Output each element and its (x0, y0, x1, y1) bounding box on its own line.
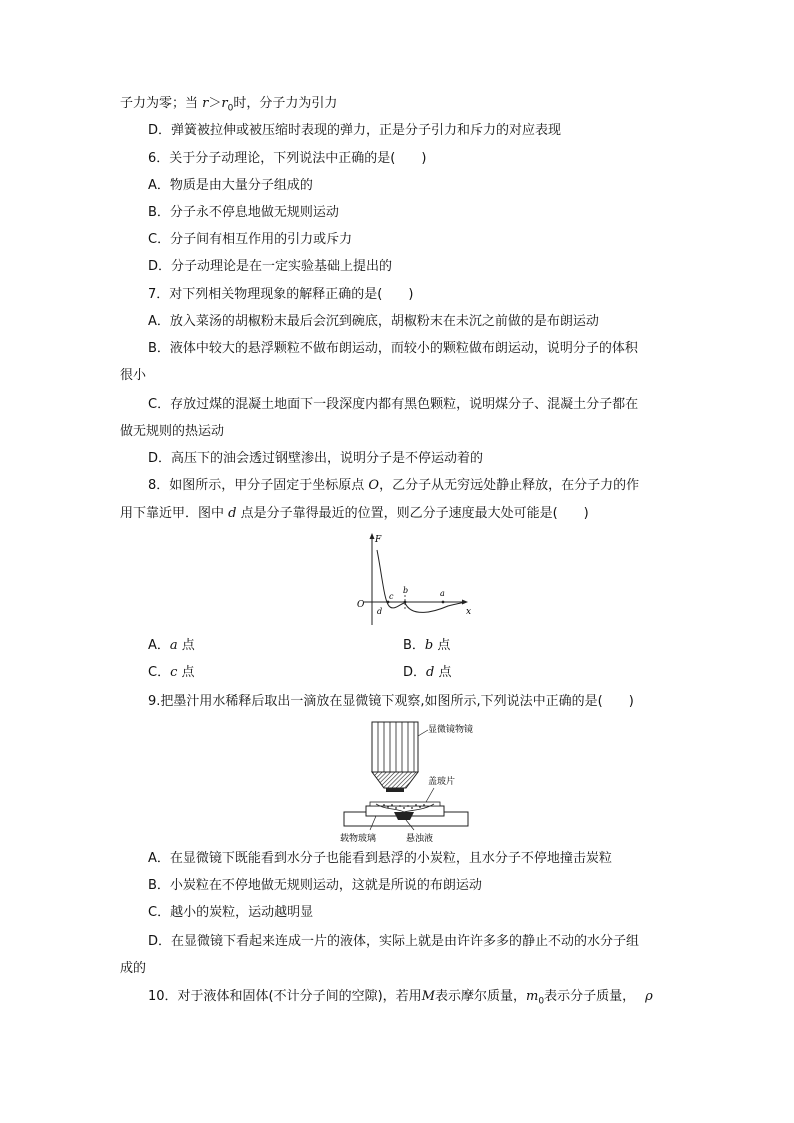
q7-option-b-line2: 很小 (120, 368, 147, 383)
label-objective: 显微镜物镜 (428, 725, 474, 735)
q8-option-a: A．a 点 (148, 638, 195, 653)
point-a (442, 601, 445, 604)
q5-option-d: D．弹簧被拉伸或被压缩时表现的弹力，正是分子引力和斥力的对应表现 (148, 123, 562, 138)
q8-option-c: C．c 点 (148, 665, 195, 680)
point-b-label: b (403, 586, 409, 595)
q9-option-d-line1: D．在显微镜下看起来连成一片的液体，实际上就是由许许多多的静止不动的水分子组 (148, 934, 640, 949)
point-c-label: c (389, 592, 394, 601)
q6-option-b: B．分子永不停息地做无规则运动 (148, 205, 339, 220)
q10-stem: 10．对于液体和固体(不计分子间的空隙)，若用M表示摩尔质量，$m_0$表示分子质量， ρ (148, 989, 653, 1007)
q6-stem: 6．关于分子动理论，下列说法中正确的是( ) (148, 151, 427, 166)
objective-lens (386, 788, 404, 792)
q7-option-a: A．放入菜汤的胡椒粉末最后会沉到碗底，胡椒粉末在未沉之前做的是布朗运动 (148, 314, 599, 329)
label-slide: 载物玻璃 (340, 834, 377, 844)
q6-option-a: A．物质是由大量分子组成的 (148, 178, 313, 193)
point-a-label: a (440, 589, 445, 598)
q7-option-b-line1: B．液体中较大的悬浮颗粒不做布朗运动，而较小的颗粒做布朗运动，说明分子的体积 (148, 341, 638, 356)
f-axis-arrow (370, 533, 375, 539)
objective-tip (372, 772, 418, 788)
force-curve (377, 550, 464, 612)
q6-option-d: D．分子动理论是在一定实验基础上提出的 (148, 259, 393, 274)
label-liquid: 悬浊液 (406, 834, 434, 844)
f-axis-label: F (375, 535, 382, 545)
q9-option-c: C．越小的炭粒，运动越明显 (148, 905, 314, 920)
point-b (404, 601, 407, 604)
q5-continuation-line: 子力为零；当 $r>r_0$时，分子力为引力 (120, 96, 338, 114)
q9-option-b: B．小炭粒在不停地做无规则运动，这就是所说的布朗运动 (148, 878, 482, 893)
origin-label: O (357, 600, 365, 610)
molecular-force-graph (352, 530, 472, 630)
q8-option-b: B．b 点 (403, 638, 451, 653)
x-axis-arrow (462, 600, 468, 605)
q7-option-c-line1: C．存放过煤的混凝土地面下一段深度内都有黑色颗粒，说明煤分子、混凝土分子都在 (148, 397, 639, 412)
q9-stem: 9.把墨汁用水稀释后取出一滴放在显微镜下观察,如图所示,下列说法中正确的是( ) (148, 694, 634, 709)
q9-option-a: A．在显微镜下既能看到水分子也能看到悬浮的小炭粒，且水分子不停地撞击炭粒 (148, 851, 612, 866)
x-axis-label: x (466, 607, 472, 617)
q6-option-c: C．分子间有相互作用的引力或斥力 (148, 232, 353, 247)
q8-option-d: D．d 点 (403, 665, 452, 680)
q7-stem: 7．对下列相关物理现象的解释正确的是( ) (148, 287, 414, 302)
q7-option-d: D．高压下的油会透过钢壁渗出，说明分子是不停运动着的 (148, 451, 484, 466)
microscope-diagram (336, 716, 476, 844)
cover-slip (370, 802, 440, 806)
point-c (387, 601, 390, 604)
objective-barrel (372, 722, 418, 772)
q8-stem-line2: 用下靠近甲．图中 d 点是分子靠得最近的位置，则乙分子速度最大处可能是( ) (120, 506, 589, 521)
point-d-label: d (377, 607, 383, 616)
q7-option-c-line2: 做无规则的热运动 (120, 424, 225, 439)
q8-stem-line1: 8．如图所示，甲分子固定于坐标原点 O，乙分子从无穷远处静止释放，在分子力的作 (148, 478, 640, 493)
q9-option-d-line2: 成的 (120, 961, 147, 976)
label-cover-slip: 盖玻片 (428, 777, 456, 787)
